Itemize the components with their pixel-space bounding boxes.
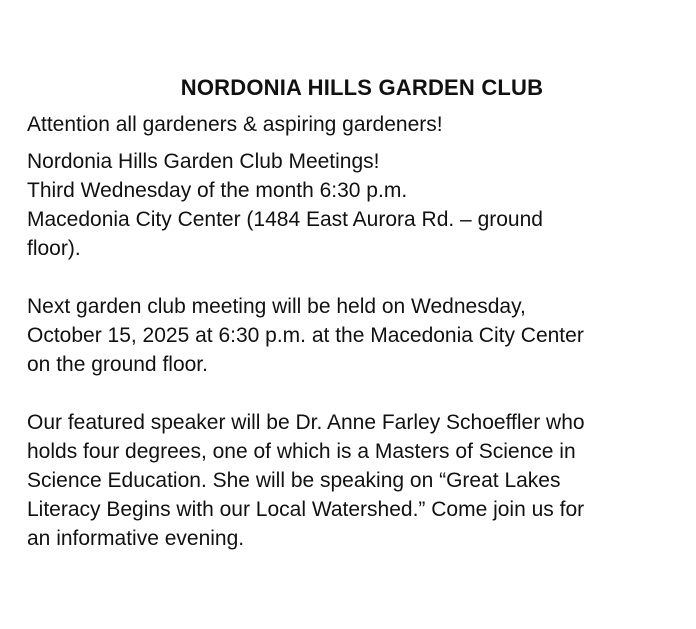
meeting-info <box>27 147 677 263</box>
speaker-line: Our featured speaker will be Dr. Anne Farley Schoeffler who <box>27 411 585 434</box>
next-meeting-line: Next garden club meeting will be held on Wednesday, <box>27 295 526 318</box>
meeting-info-line: Nordonia Hills Garden Club Meetings! <box>27 150 380 173</box>
announcement-document <box>27 74 677 553</box>
paragraph-spacer <box>27 379 677 408</box>
attention-line: Attention all gardeners & aspiring gardeners! <box>27 113 443 136</box>
meeting-location-line-cont: floor). <box>27 237 81 260</box>
speaker-paragraph <box>27 408 677 553</box>
next-meeting-paragraph <box>27 292 677 379</box>
meeting-location-line: Macedonia City Center (1484 East Aurora Rd. – ground <box>27 208 543 231</box>
speaker-line: holds four degrees, one of which is a Masters of Science in <box>27 440 576 463</box>
speaker-line: Literacy Begins with our Local Watershed.” Come join us for <box>27 498 585 521</box>
page-title: NORDONIA HILLS GARDEN CLUB <box>180 75 544 100</box>
speaker-line: Science Education. She will be speaking on “Great Lakes <box>27 469 561 492</box>
paragraph-spacer <box>27 263 677 292</box>
meeting-schedule-line: Third Wednesday of the month 6:30 p.m. <box>27 179 408 202</box>
next-meeting-line: on the ground floor. <box>27 353 208 376</box>
next-meeting-line: October 15, 2025 at 6:30 p.m. at the Macedonia City Center <box>27 324 584 347</box>
speaker-line: an informative evening. <box>27 527 245 550</box>
